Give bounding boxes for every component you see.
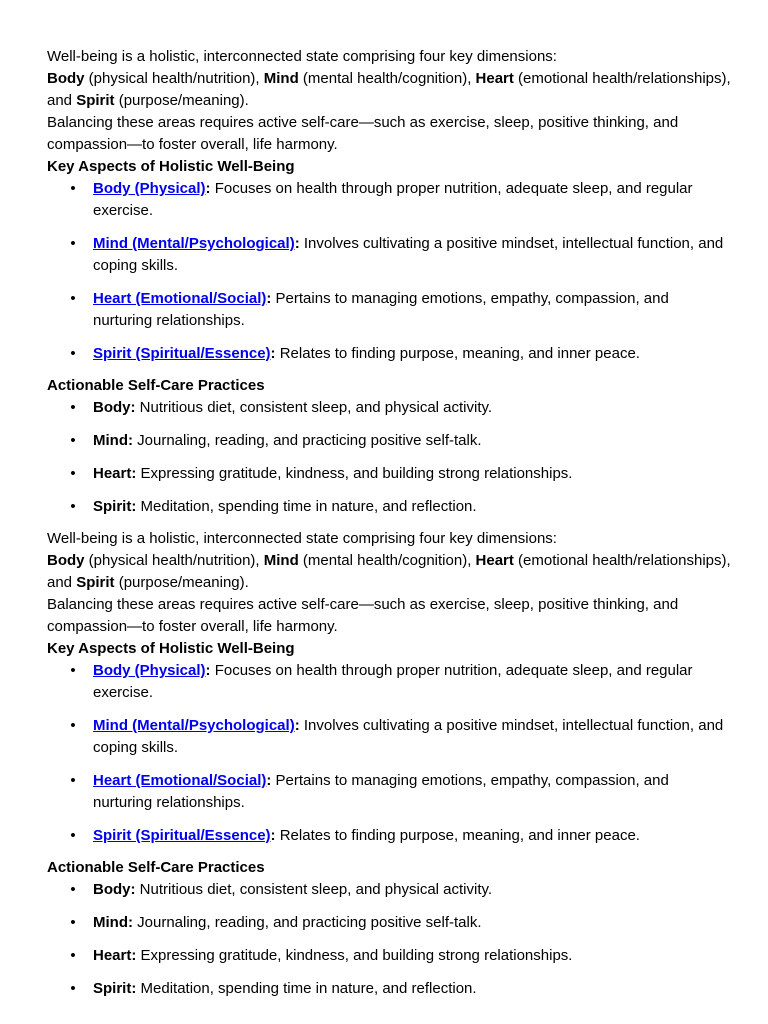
dimension-spirit: Spirit <box>76 574 115 591</box>
dimension-body: Body <box>47 552 85 569</box>
dimension-heart-desc: (emotional health/relationships), <box>513 70 731 87</box>
list-item <box>47 660 727 704</box>
bullet-icon: • <box>70 432 76 449</box>
intro-line: Well-being is a holistic, interconnected state comprising four key dimensions: <box>47 48 557 65</box>
practices-list <box>47 397 759 518</box>
aspects-heading: Key Aspects of Holistic Well-Being <box>47 158 295 175</box>
aspect-colon: : <box>294 717 300 734</box>
aspect-colon: : <box>205 180 211 197</box>
practice-text: Meditation, spending time in nature, and reflection. <box>136 498 477 515</box>
aspect-text: Pertains to managing emotions, empathy, compassion, and nurturing relationships. <box>93 772 669 811</box>
aspect-colon: : <box>266 772 272 789</box>
bullet-icon: • <box>70 290 76 307</box>
practice-label: Heart: <box>93 465 137 482</box>
dimension-heart: Heart <box>475 70 514 87</box>
aspect-text: Focuses on health through proper nutrition, adequate sleep, and regular exercise. <box>93 180 693 219</box>
bullet-icon: • <box>70 980 76 997</box>
intro-line: Well-being is a holistic, interconnected state comprising four key dimensions: <box>47 530 557 547</box>
practice-label: Spirit: <box>93 498 137 515</box>
balance-paragraph: Balancing these areas requires active self-care—such as exercise, sleep, positive thinking, and compassion—to foster overall, life harmony. <box>47 114 679 153</box>
bullet-icon: • <box>70 180 76 197</box>
practice-text: Journaling, reading, and practicing positive self-talk. <box>132 432 482 449</box>
list-item <box>47 496 759 518</box>
dimension-and: and <box>47 574 77 591</box>
dimension-mind: Mind <box>263 70 299 87</box>
bullet-icon: • <box>70 881 76 898</box>
dimension-heart: Heart <box>475 552 514 569</box>
list-item <box>47 178 727 222</box>
aspects-list <box>47 178 727 365</box>
bullet-icon: • <box>70 465 76 482</box>
dimension-spirit: Spirit <box>76 92 115 109</box>
list-item <box>47 912 759 934</box>
dimensions-line <box>47 550 759 594</box>
bullet-icon: • <box>70 772 76 789</box>
aspect-link-body[interactable]: Body (Physical) <box>93 180 206 197</box>
list-item <box>47 430 759 452</box>
practice-text: Nutritious diet, consistent sleep, and physical activity. <box>135 399 493 416</box>
bullet-icon: • <box>70 399 76 416</box>
aspect-text: Focuses on health through proper nutrition, adequate sleep, and regular exercise. <box>93 662 693 701</box>
practice-text: Journaling, reading, and practicing positive self-talk. <box>132 914 482 931</box>
aspect-link-spirit[interactable]: Spirit (Spiritual/Essence) <box>93 345 271 362</box>
list-item <box>47 288 727 332</box>
list-item <box>47 463 759 485</box>
practice-label: Mind: <box>93 914 133 931</box>
list-item <box>47 343 727 365</box>
dimension-heart-desc: (emotional health/relationships), <box>513 552 731 569</box>
dimension-spirit-desc: (purpose/meaning). <box>114 574 249 591</box>
bullet-icon: • <box>70 235 76 252</box>
bullet-icon: • <box>70 662 76 679</box>
list-item <box>47 715 727 759</box>
dimension-spirit-desc: (purpose/meaning). <box>114 92 249 109</box>
list-item <box>47 879 759 901</box>
aspect-link-mind[interactable]: Mind (Mental/Psychological) <box>93 717 295 734</box>
practice-label: Heart: <box>93 947 137 964</box>
document-body <box>47 46 759 1010</box>
practice-label: Body: <box>93 881 136 898</box>
section-2 <box>47 528 759 1000</box>
list-item <box>47 397 759 419</box>
practice-text: Nutritious diet, consistent sleep, and physical activity. <box>135 881 493 898</box>
practices-list <box>47 879 759 1000</box>
dimension-body-desc: (physical health/nutrition), <box>84 70 264 87</box>
dimension-mind-desc: (mental health/cognition), <box>298 70 476 87</box>
aspect-text: Involves cultivating a positive mindset, intellectual function, and coping skills. <box>93 235 724 274</box>
practices-heading: Actionable Self-Care Practices <box>47 377 265 394</box>
list-item <box>47 825 727 847</box>
practice-label: Mind: <box>93 432 133 449</box>
aspect-colon: : <box>270 827 276 844</box>
bullet-icon: • <box>70 717 76 734</box>
dimensions-line <box>47 68 759 112</box>
aspect-text: Relates to finding purpose, meaning, and inner peace. <box>275 827 640 844</box>
practice-label: Spirit: <box>93 980 137 997</box>
practice-text: Meditation, spending time in nature, and reflection. <box>136 980 477 997</box>
bullet-icon: • <box>70 947 76 964</box>
bullet-icon: • <box>70 498 76 515</box>
aspects-list <box>47 660 727 847</box>
dimension-mind: Mind <box>263 552 299 569</box>
aspect-link-spirit[interactable]: Spirit (Spiritual/Essence) <box>93 827 271 844</box>
section-1 <box>47 46 759 518</box>
aspect-link-heart[interactable]: Heart (Emotional/Social) <box>93 772 267 789</box>
dimension-mind-desc: (mental health/cognition), <box>298 552 476 569</box>
balance-paragraph: Balancing these areas requires active self-care—such as exercise, sleep, positive thinking, and compassion—to foster overall, life harmony. <box>47 596 679 635</box>
list-item <box>47 945 759 967</box>
aspect-colon: : <box>270 345 276 362</box>
list-item <box>47 978 759 1000</box>
bullet-icon: • <box>70 914 76 931</box>
aspect-text: Involves cultivating a positive mindset, intellectual function, and coping skills. <box>93 717 724 756</box>
aspect-text: Pertains to managing emotions, empathy, compassion, and nurturing relationships. <box>93 290 669 329</box>
practice-text: Expressing gratitude, kindness, and building strong relationships. <box>136 947 573 964</box>
dimension-body-desc: (physical health/nutrition), <box>84 552 264 569</box>
aspect-link-heart[interactable]: Heart (Emotional/Social) <box>93 290 267 307</box>
practices-heading: Actionable Self-Care Practices <box>47 859 265 876</box>
practice-label: Body: <box>93 399 136 416</box>
list-item <box>47 233 727 277</box>
practice-text: Expressing gratitude, kindness, and building strong relationships. <box>136 465 573 482</box>
aspect-text: Relates to finding purpose, meaning, and inner peace. <box>275 345 640 362</box>
aspect-link-mind[interactable]: Mind (Mental/Psychological) <box>93 235 295 252</box>
list-item <box>47 770 727 814</box>
aspect-link-body[interactable]: Body (Physical) <box>93 662 206 679</box>
dimension-and: and <box>47 92 77 109</box>
bullet-icon: • <box>70 827 76 844</box>
aspect-colon: : <box>294 235 300 252</box>
aspects-heading: Key Aspects of Holistic Well-Being <box>47 640 295 657</box>
dimension-body: Body <box>47 70 85 87</box>
bullet-icon: • <box>70 345 76 362</box>
aspect-colon: : <box>266 290 272 307</box>
aspect-colon: : <box>205 662 211 679</box>
